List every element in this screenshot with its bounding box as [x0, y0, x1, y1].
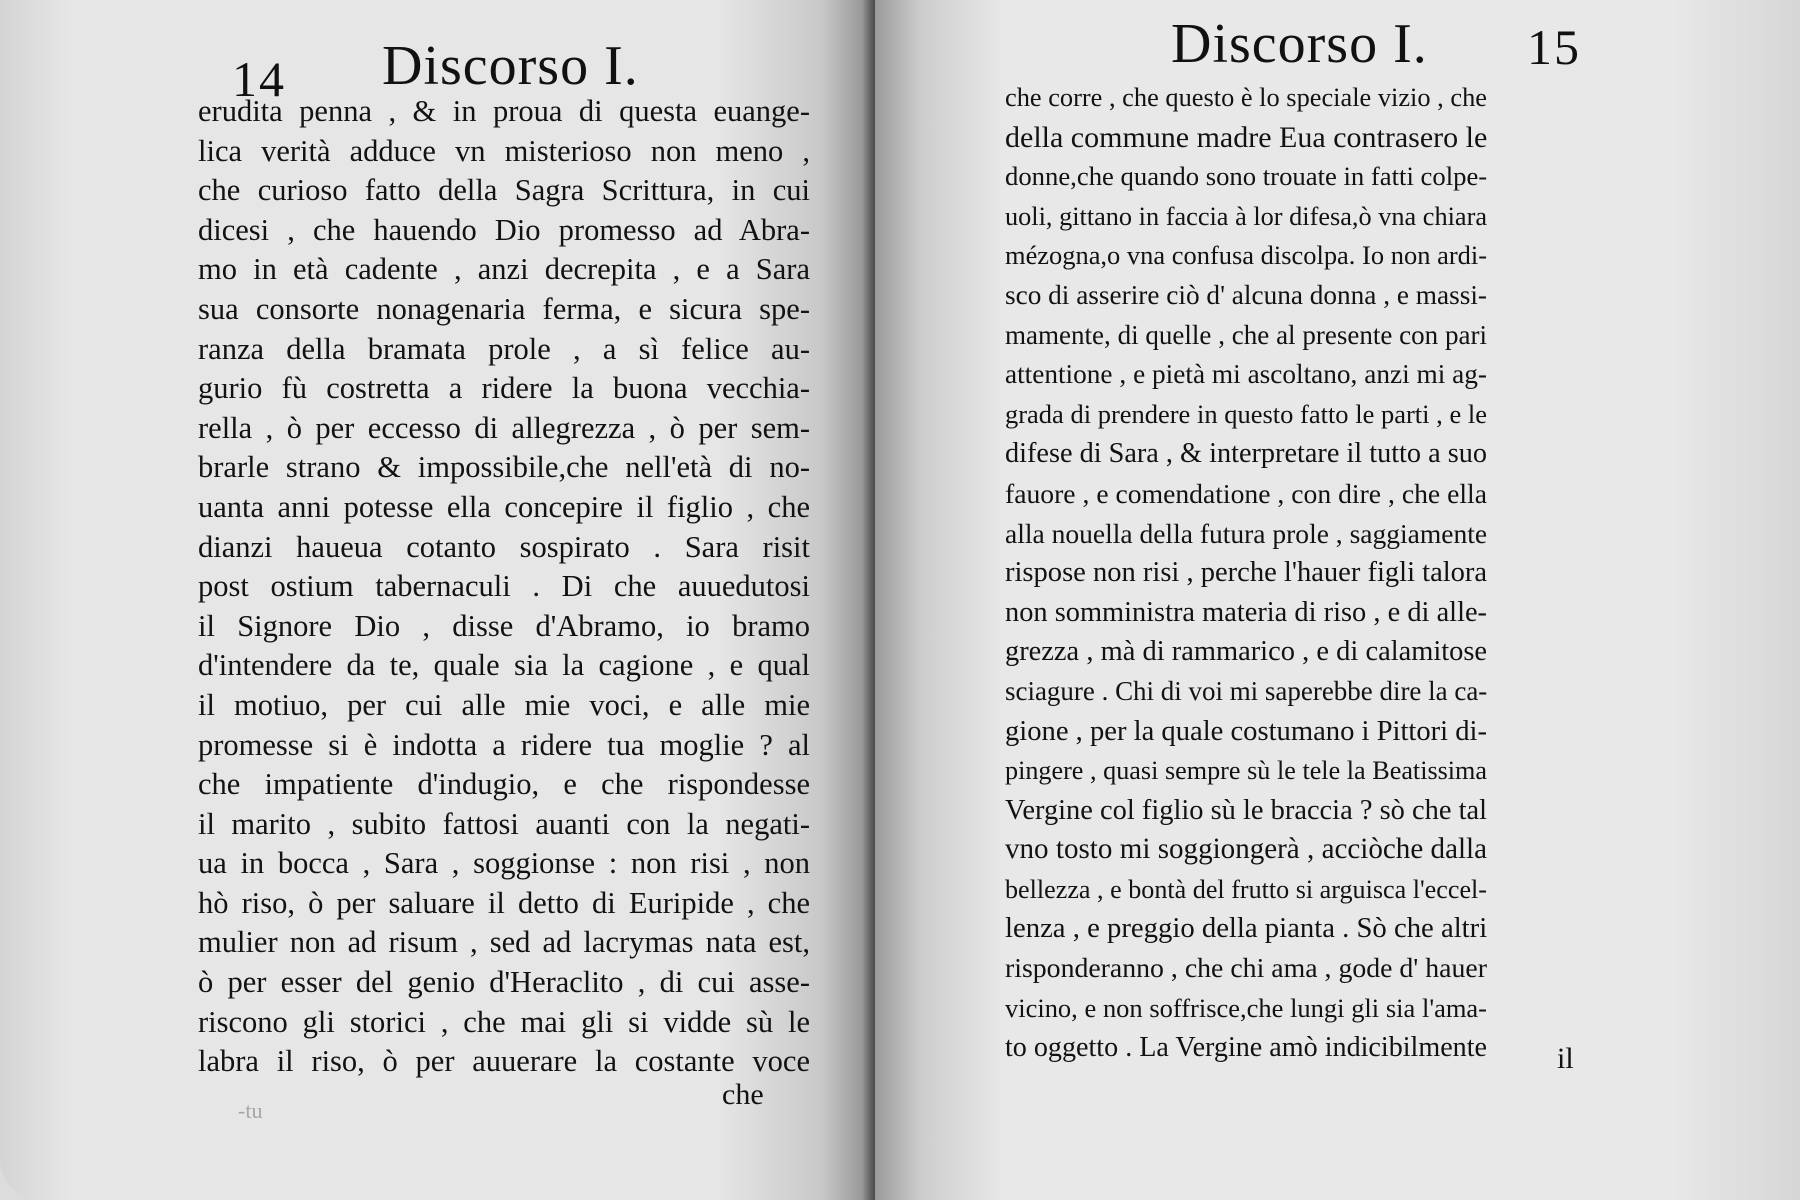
text-line: erudita penna , & in proua di questa euange- — [198, 94, 810, 128]
text-line: uoli, gittano in faccia à lor difesa,ò vna chiara — [1005, 201, 1487, 231]
body-text — [1005, 78, 1487, 1068]
text-line: d'intendere da te, quale sia la cagione , e qual — [198, 648, 810, 683]
text-line: della commune madre Eua contrasero le — [1005, 120, 1488, 154]
running-title: Discorso I. — [1171, 13, 1428, 75]
catchword: il — [1557, 1042, 1574, 1075]
catchword: che — [722, 1078, 764, 1111]
text-line: sco di asserire ciò d' alcuna donna , e massi- — [1005, 279, 1487, 310]
text-line: difese di Sara , & interpretare il tutto a suo — [1005, 438, 1487, 470]
text-line: gurio fù costretta a ridere la buona vecchia- — [198, 371, 810, 406]
text-line: che curioso fatto della Sagra Scrittura, in cui — [198, 173, 810, 208]
text-line: vicino, e non soffrisce,che lungi gli sia l'ama- — [1005, 992, 1487, 1023]
text-line: mulier non ad risum , sed ad lacrymas nata est, — [198, 925, 810, 960]
text-line: rella , ò per eccesso di allegrezza , ò per sem- — [198, 410, 810, 445]
right-page — [875, 0, 1800, 1200]
text-line: lenza , e preggio della pianta . Sò che altri — [1005, 912, 1488, 945]
text-line: riscono gli storici , che mai gli si vidde sù le — [198, 1004, 810, 1039]
text-line: risponderanno , che chi ama , gode d' hauer — [1005, 953, 1487, 985]
text-line: lica verità adduce vn misterioso non meno , — [198, 133, 810, 168]
text-line: grada di prendere in questo fatto le parti , e le — [1005, 398, 1487, 429]
left-page — [0, 0, 875, 1200]
text-line: pingere , quasi sempre sù le tele la Beatissima — [1005, 756, 1487, 786]
text-line: ua in bocca , Sara , soggionse : non risi , non — [198, 846, 810, 881]
text-line: sciagure . Chi di voi mi saperebbe dire la ca- — [1005, 675, 1488, 706]
text-line: fauore , e comendatione , con dire , che ella — [1005, 477, 1487, 509]
text-line: il marito , subito fattosi auanti con la negati- — [198, 806, 810, 841]
text-line: dicesi , che hauendo Dio promesso ad Abra- — [198, 212, 810, 247]
text-line: alla nouella della futura prole , saggiamente — [1005, 517, 1488, 549]
text-line: gione , per la quale costumano i Pittori di- — [1005, 715, 1488, 747]
text-line: post ostium tabernaculi . Di che auuedutosi — [198, 569, 810, 604]
text-line: dianzi haueua cotanto sospirato . Sara risit — [198, 529, 810, 564]
text-line: mézogna,o vna confusa discolpa. Io non ardi- — [1005, 240, 1487, 271]
text-line: mamente, di quelle , che al presente con pari — [1005, 319, 1487, 350]
bleed-through-text: -tu — [238, 1098, 263, 1123]
text-line: rispose non risi , perche l'hauer figli talora — [1005, 557, 1488, 589]
page-number: 14 — [232, 51, 286, 107]
text-line: il Signore Dio , disse d'Abramo, io bramo — [198, 608, 810, 643]
text-line: non somministra materia di riso , e di alle- — [1005, 596, 1487, 628]
text-line: uanta anni potesse ella concepire il figlio , che — [198, 489, 810, 524]
text-line: che impatiente d'indugio, e che rispondesse — [198, 767, 810, 802]
text-line: donne,che quando sono trouate in fatti colpe- — [1005, 161, 1488, 192]
page-number: 15 — [1527, 19, 1581, 75]
text-line: hò riso, ò per saluare il detto di Euripide , che — [198, 885, 810, 920]
text-line: sua consorte nonagenaria ferma, e sicura spe- — [198, 291, 810, 326]
text-line: mo in età cadente , anzi decrepita , e a Sara — [198, 252, 810, 287]
text-line: grezza , mà di rammarico , e di calamitose — [1005, 636, 1487, 668]
text-line: bellezza , e bontà del frutto si arguisca l'eccel- — [1005, 874, 1487, 904]
text-line: ranza della bramata prole , a sì felice au- — [198, 331, 810, 366]
text-line: brarle strano & impossibile,che nell'età di no- — [198, 450, 810, 485]
text-line: to oggetto . La Vergine amò indicibilmente — [1005, 1032, 1487, 1064]
body-text — [198, 92, 810, 1082]
running-title: Discorso I. — [382, 35, 639, 97]
text-line: ò per esser del genio d'Heraclito , di cui asse- — [198, 965, 810, 1000]
text-line: che corre , che questo è lo speciale vizio , che — [1005, 82, 1487, 112]
text-line: attentione , e pietà mi ascoltano, anzi mi ag- — [1005, 359, 1487, 390]
text-line: labra il riso, ò per auuerare la costante voce — [198, 1044, 810, 1079]
text-line: il motiuo, per cui alle mie voci, e alle mie — [198, 687, 810, 722]
text-line: Vergine col figlio sù le braccia ? sò che tal — [1005, 794, 1487, 826]
text-line: vno tosto mi soggiongerà , acciòche dalla — [1005, 833, 1487, 866]
text-line: promesse si è indotta a ridere tua moglie ? al — [198, 727, 810, 762]
